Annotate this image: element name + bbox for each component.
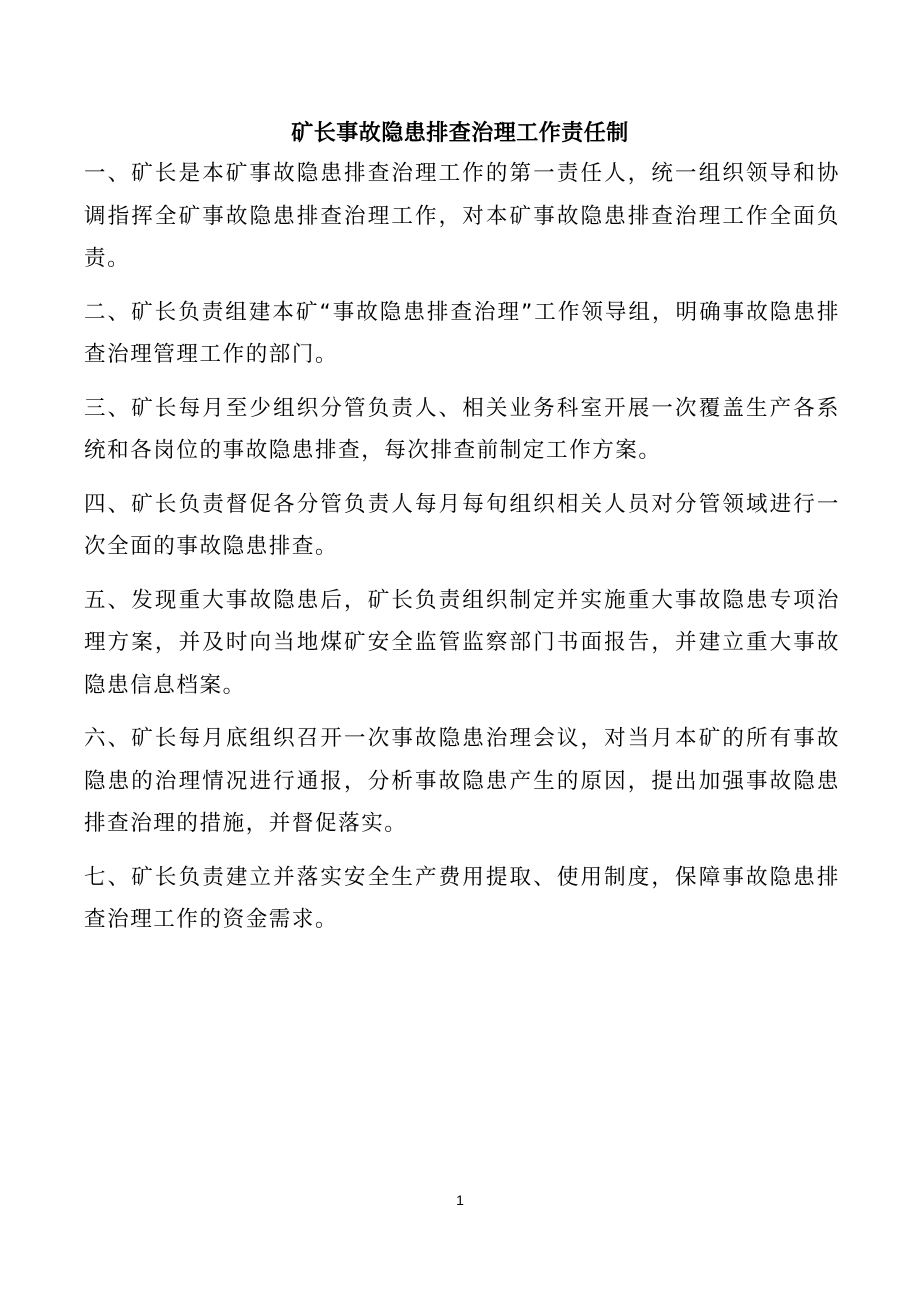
paragraph-4: 四、矿长负责督促各分管负责人每月每旬组织相关人员对分管领域进行一次全面的事故隐患排查。 <box>84 491 840 559</box>
page-number: 1 <box>456 1192 464 1208</box>
paragraph-7: 七、矿长负责建立并落实安全生产费用提取、使用制度，保障事故隐患排查治理工作的资金需求。 <box>84 864 840 932</box>
paragraph-5: 五、发现重大事故隐患后，矿长负责组织制定并实施重大事故隐患专项治理方案，并及时向当地煤矿安全监管监察部门书面报告，并建立重大事故隐患信息档案。 <box>84 587 840 698</box>
paragraph-3: 三、矿长每月至少组织分管负责人、相关业务科室开展一次覆盖生产各系统和各岗位的事故隐患排查，每次排查前制定工作方案。 <box>84 395 840 463</box>
paragraph-6: 六、矿长每月底组织召开一次事故隐患治理会议，对当月本矿的所有事故隐患的治理情况进行通报，分析事故隐患产生的原因，提出加强事故隐患排查治理的措施，并督促落实。 <box>84 726 840 836</box>
document-body <box>84 153 840 953</box>
document-title: 矿长事故隐患排查治理工作责任制 <box>291 121 629 146</box>
paragraph-1: 一、矿长是本矿事故隐患排查治理工作的第一责任人，统一组织领导和协调指挥全矿事故隐患排查治理工作，对本矿事故隐患排查治理工作全面负责。 <box>84 161 840 271</box>
paragraph-2: 二、矿长负责组建本矿“事故隐患排查治理”工作领导组，明确事故隐患排查治理管理工作的部门。 <box>84 299 840 367</box>
